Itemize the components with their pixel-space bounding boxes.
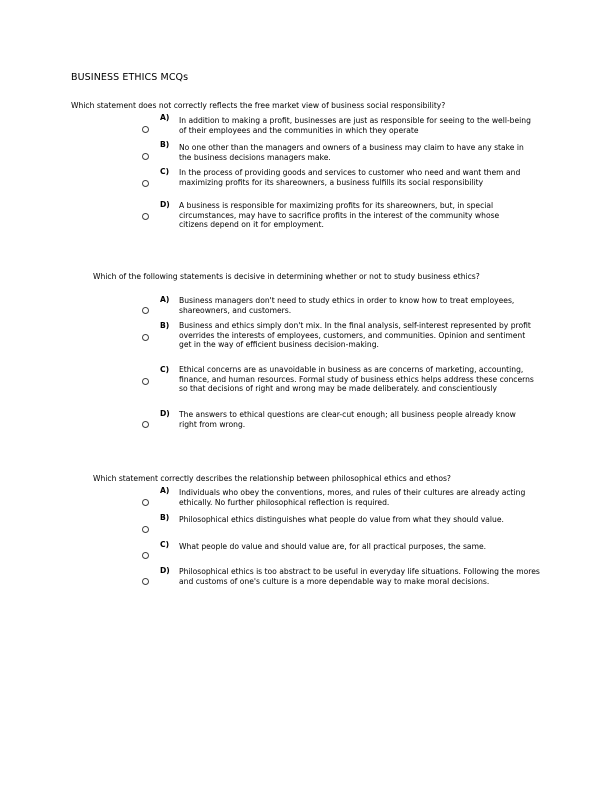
option-text: Business and ethics simply don't mix. In the final analysis, self-interest represented by profit overrides the interests of employees, customers, and communities. Opinion and sentiment get in the way of efficient business decision-making. xyxy=(179,321,531,350)
radio-button[interactable] xyxy=(142,180,149,187)
option-text: What people do value and should value are, for all practical purposes, the same. xyxy=(179,542,487,551)
option-text: In the process of providing goods and services to customer who need and want them and maximizing profits for its shareowners, a business fulfills its social responsibility xyxy=(179,168,521,187)
option-letter: C) xyxy=(160,365,170,374)
question-3-text: Which statement correctly describes the relationship between philosophical ethics and ethos? xyxy=(93,474,451,483)
question-3 xyxy=(93,474,553,484)
option-text: The answers to ethical questions are clear-cut enough; all business people already know right from wrong. xyxy=(179,410,516,429)
option-letter: A) xyxy=(160,295,170,304)
option-letter: B) xyxy=(160,513,170,522)
option-letter: B) xyxy=(160,321,170,330)
option-text: Philosophical ethics is too abstract to be useful in everyday life situations. Following the mores and customs of one's culture is a more dependable way to make moral decisions. xyxy=(179,567,540,586)
radio-button[interactable] xyxy=(142,552,149,559)
option-letter: B) xyxy=(160,140,170,149)
option-letter: C) xyxy=(160,540,170,549)
option-letter: A) xyxy=(160,486,170,495)
radio-button[interactable] xyxy=(142,307,149,314)
option-letter: D) xyxy=(160,566,170,575)
radio-button[interactable] xyxy=(142,126,149,133)
radio-button[interactable] xyxy=(142,378,149,385)
radio-button[interactable] xyxy=(142,421,149,428)
option-letter: C) xyxy=(160,167,170,176)
option-text: Individuals who obey the conventions, mores, and rules of their cultures are already acting ethically. No further philosophical reflection is required. xyxy=(179,488,526,507)
radio-button[interactable] xyxy=(142,153,149,160)
question-2 xyxy=(93,272,525,282)
radio-button[interactable] xyxy=(142,213,149,220)
document-title: BUSINESS ETHICS MCQs xyxy=(71,72,189,83)
option-text: A business is responsible for maximizing profits for its shareowners, but, in special circumstances, may have to sacrifice profits in the interest of the community whose citizens depend on it for employment. xyxy=(179,201,500,230)
radio-button[interactable] xyxy=(142,499,149,506)
option-letter: D) xyxy=(160,200,170,209)
question-2-text: Which of the following statements is decisive in determining whether or not to study business ethics? xyxy=(93,272,480,281)
option-letter: A) xyxy=(160,113,170,122)
option-text: No one other than the managers and owners of a business may claim to have any stake in the business decisions managers make. xyxy=(179,143,524,162)
option-text: In addition to making a profit, businesses are just as responsible for seeing to the well-being of their employees and the communities in which they operate xyxy=(179,116,531,135)
question-1 xyxy=(71,101,551,111)
option-text: Philosophical ethics distinguishes what people do value from what they should value. xyxy=(179,515,504,524)
option-text: Business managers don't need to study ethics in order to know how to treat employees, shareowners, and customers. xyxy=(179,296,515,315)
radio-button[interactable] xyxy=(142,526,149,533)
option-text: Ethical concerns are as unavoidable in business as are concerns of marketing, accounting, finance, and human resources. Formal study of business ethics helps address these concerns so that decisions of right and wrong may be made deliberately. and conscientiously xyxy=(179,365,534,394)
option-letter: D) xyxy=(160,409,170,418)
question-1-text: Which statement does not correctly reflects the free market view of business social responsibility? xyxy=(71,101,446,110)
radio-button[interactable] xyxy=(142,334,149,341)
radio-button[interactable] xyxy=(142,578,149,585)
